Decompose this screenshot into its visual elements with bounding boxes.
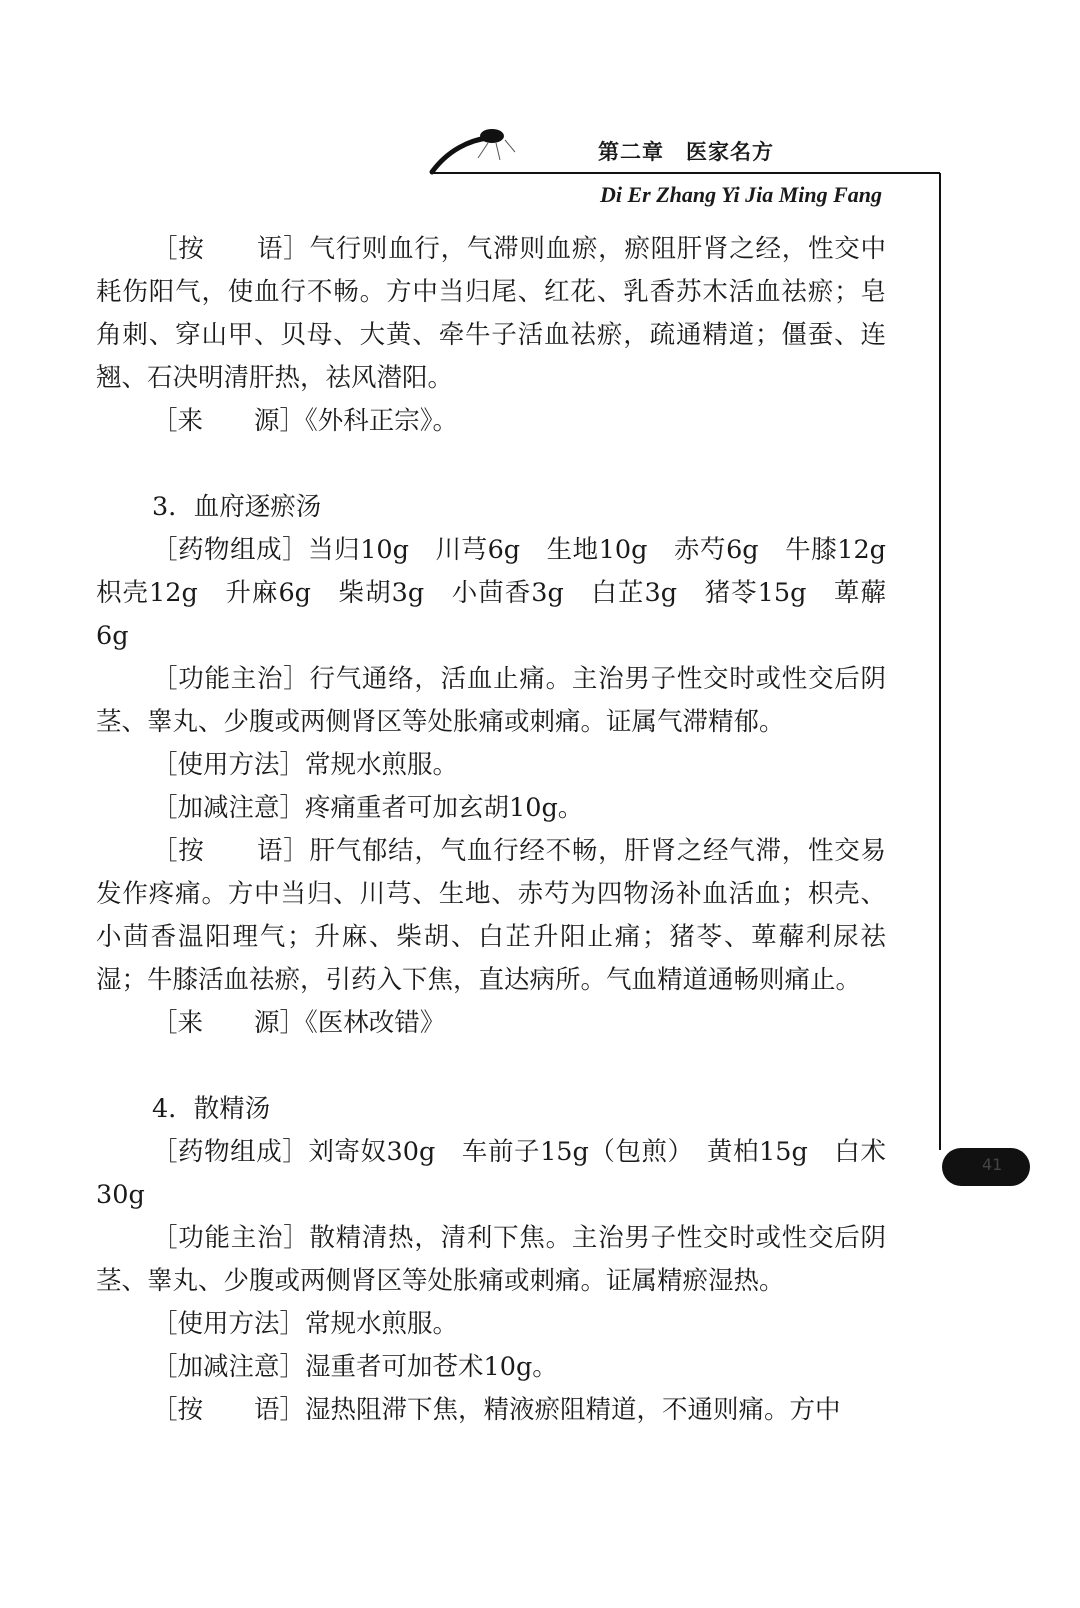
entry-tag: ［功能主治］: [152, 1223, 310, 1253]
page-number: 41: [982, 1155, 1003, 1174]
page-number-tab: [942, 1148, 1030, 1186]
entry-tag: ［来 源］: [152, 406, 306, 436]
entry-indications: [96, 658, 886, 744]
entry-text: 肝气郁结，气血行经不畅，肝肾之经气滞，性交易发作疼痛。方中当归、川芎、生地、赤芍为四物汤补血活血；枳壳、小茴香温阳理气；升麻、柴胡、白芷升阳止痛；猪苓、萆薢利尿祛湿；牛膝活血祛瘀，引药入下焦，直达病所。气血精道通畅则痛止。: [96, 836, 886, 995]
entry-text: 常规水煎服。: [305, 750, 459, 780]
entry-ingredients: [96, 529, 912, 658]
entry-tag: ［加减注意］: [152, 1352, 306, 1382]
entry-usage: [96, 744, 886, 787]
entry-text: 气行则血行，气滞则血瘀，瘀阻肝肾之经，性交中耗伤阳气，使血行不畅。方中当归尾、红花、乳香苏木活血祛瘀；皂角刺、穿山甲、贝母、大黄、牵牛子活血祛瘀，疏通精道；僵蚕、连翘、石决明清肝热，祛风潜阳。: [96, 234, 886, 393]
entry-text: 行气通络，活血止痛。主治男子性交时或性交后阴茎、睾丸、少腹或两侧肾区等处胀痛或刺痛。证属气滞精郁。: [96, 664, 886, 737]
entry-tag: ［按 语］: [152, 1395, 306, 1425]
running-header-pinyin: Di Er Zhang Yi Jia Ming Fang: [600, 182, 883, 207]
entry-note: [96, 1389, 886, 1432]
formula-heading: 3．血府逐瘀汤: [152, 492, 322, 522]
entry-usage: [96, 1303, 886, 1346]
entry-indications: [96, 1217, 886, 1303]
entry-text: 刘寄奴30g 车前子15g（包煎） 黄柏15g 白术30g: [96, 1137, 886, 1210]
entry-tag: ［功能主治］: [152, 664, 310, 694]
chapter-number: 第二章: [598, 140, 664, 164]
entry-tag: ［使用方法］: [152, 1309, 306, 1339]
entry-tag: ［按 语］: [152, 836, 310, 866]
entry-tag: ［药物组成］: [152, 1137, 309, 1167]
entry-tag: ［来 源］: [152, 1008, 306, 1038]
entry-text: 湿热阻滞下焦，精液瘀阻精道，不通则痛。方中: [305, 1395, 841, 1425]
entry-ingredients: [96, 1131, 886, 1217]
entry-text: 疼痛重者可加玄胡10g。: [305, 793, 584, 823]
entry-text: 常规水煎服。: [305, 1309, 459, 1339]
entry-text: 《医林改错》: [305, 1008, 446, 1038]
chapter-title: 医家名方: [686, 140, 774, 164]
entry-tag: ［按 语］: [152, 234, 310, 264]
entry-note: [96, 228, 886, 400]
page-body: [96, 228, 912, 1432]
entry-source: [96, 1002, 886, 1045]
entry-modifications: [96, 787, 886, 830]
running-header: [598, 136, 774, 166]
entry-tag: ［加减注意］: [152, 793, 306, 823]
entry-source: [96, 400, 886, 443]
entry-text: 《外科正宗》。: [305, 406, 459, 436]
entry-text: 散精清热，清利下焦。主治男子性交时或性交后阴茎、睾丸、少腹或两侧肾区等处胀痛或刺痛。证属精瘀湿热。: [96, 1223, 886, 1296]
entry-modifications: [96, 1346, 886, 1389]
entry-note: [96, 830, 886, 1002]
entry-text: 湿重者可加苍术10g。: [305, 1352, 558, 1382]
formula-heading: 4．散精汤: [152, 1094, 271, 1124]
entry-tag: ［使用方法］: [152, 750, 306, 780]
entry-text: 当归10g 川芎6g 生地10g 赤芍6g 牛膝12g 枳壳12g 升麻6g 柴胡3g 小茴香3g 白芷3g 猪苓15g 萆薢6g: [96, 535, 912, 651]
entry-tag: ［药物组成］: [152, 535, 309, 565]
